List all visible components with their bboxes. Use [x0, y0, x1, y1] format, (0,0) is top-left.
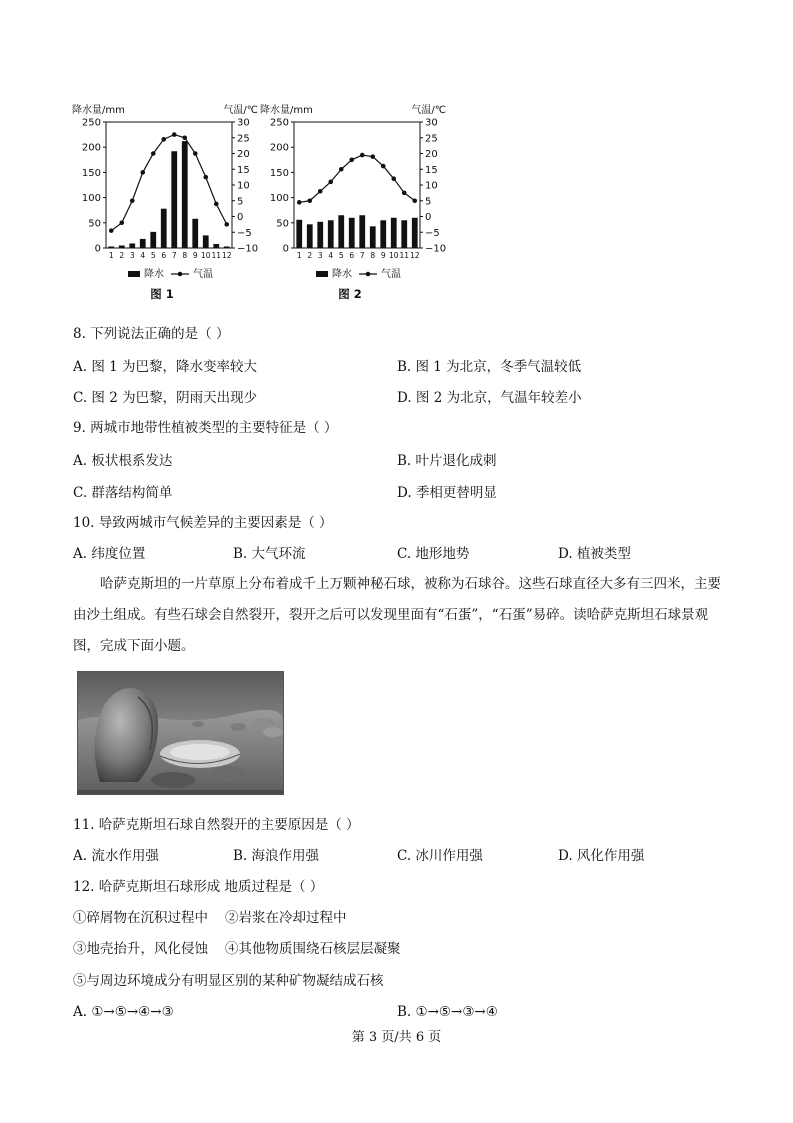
x-tick-label: 2: [307, 251, 313, 260]
y-tick-label: 0: [282, 243, 289, 255]
y2-tick-label: −10: [425, 243, 447, 255]
y-tick-label: 50: [88, 218, 101, 230]
question-8-option-a[interactable]: A. 图 1 为巴黎，降水变率较大: [73, 359, 258, 375]
x-tick-label: 3: [129, 251, 135, 260]
y2-tick-label: 5: [425, 196, 432, 208]
temperature-point: [130, 198, 135, 203]
question-8-option-c[interactable]: C. 图 2 为巴黎，阴雨天出现少: [73, 390, 258, 406]
y2-tick-label: 10: [425, 180, 438, 192]
passage: 哈萨克斯坦的一片草原上分布着成千上万颗神秘石球，被称为石球谷。这些石球直径大多有三四米，主要由沙土组成。有些石球会自然裂开，裂开之后可以发现里面有“石蛋”，“石蛋”易碎。读哈萨克斯坦石球景观图，完成下面小题。: [73, 576, 721, 654]
legend-label-temp: 气温: [381, 269, 401, 280]
x-tick-label: 9: [380, 251, 386, 260]
y2-axis-title: 气温/℃: [223, 105, 258, 116]
x-tick-label: 5: [150, 251, 156, 260]
question-12-option-b[interactable]: B. ①→⑤→③→④: [397, 1004, 498, 1020]
y2-tick-label: 20: [237, 149, 250, 160]
x-tick-label: 2: [119, 251, 125, 260]
y-tick-label: 250: [81, 117, 101, 129]
precip-bar: [224, 246, 230, 248]
precip-bar: [203, 235, 209, 248]
y-tick-label: 0: [94, 243, 101, 255]
legend-line-marker: [178, 272, 183, 277]
temperature-point: [381, 164, 386, 169]
temperature-point: [339, 167, 344, 172]
precip-bar: [119, 245, 125, 248]
x-tick-label: 1: [108, 251, 114, 260]
question-10-option-a[interactable]: A. 纬度位置: [73, 546, 146, 562]
y-axis-title: 降水量/mm: [260, 105, 313, 116]
y2-tick-label: 5: [237, 196, 244, 208]
precip-bar: [328, 220, 334, 248]
legend-label-precip: 降水: [332, 269, 352, 280]
question-11-option-d[interactable]: D. 风化作用强: [558, 848, 645, 864]
question-12-item-3: ③地壳抬升，风化侵蚀: [73, 941, 208, 957]
x-tick-label: 4: [140, 251, 146, 260]
x-tick-label: 8: [182, 251, 188, 260]
x-tick-label: 10: [388, 251, 399, 260]
precip-bar: [171, 151, 177, 248]
y2-tick-label: 25: [425, 133, 438, 145]
climate-chart-1: [70, 100, 260, 300]
precip-bar: [391, 218, 397, 248]
precip-bar: [182, 141, 188, 248]
temperature-point: [391, 176, 396, 181]
temperature-point: [328, 180, 333, 185]
precip-bar: [370, 226, 376, 248]
y2-tick-label: 20: [425, 149, 438, 160]
temperature-point: [224, 222, 229, 227]
y2-tick-label: −5: [425, 227, 440, 239]
temperature-point: [203, 175, 208, 180]
temperature-point: [360, 153, 365, 158]
precip-bar: [359, 215, 365, 248]
stone-ball-photo: [77, 671, 284, 795]
question-8-option-d[interactable]: D. 图 2 为北京，气温年较差小: [397, 390, 582, 406]
x-tick-label: 6: [349, 251, 355, 260]
x-tick-label: 12: [409, 251, 420, 260]
question-12-item-5: ⑤与周边环境成分有明显区别的某种矿物凝结成石核: [73, 973, 384, 989]
question-8-option-b[interactable]: B. 图 1 为北京，冬季气温较低: [397, 359, 582, 375]
temperature-line: [299, 155, 415, 202]
y2-tick-label: 0: [237, 212, 244, 223]
precip-bar: [349, 218, 355, 248]
temperature-point: [318, 189, 323, 194]
question-12-item-4: ④其他物质围绕石核层层凝聚: [225, 941, 401, 957]
chart-caption: 图 2: [338, 287, 362, 300]
y2-tick-label: −5: [237, 227, 252, 239]
legend-bar-swatch: [316, 271, 328, 277]
question-12-stem: 12. 哈萨克斯坦石球形成 地质过程是（ ）: [73, 879, 324, 895]
question-9-option-c[interactable]: C. 群落结构简单: [73, 485, 173, 501]
legend-line-marker: [366, 272, 371, 277]
climate-chart-2: [258, 100, 448, 300]
question-11-option-a[interactable]: A. 流水作用强: [73, 848, 159, 864]
precip-bar: [213, 244, 219, 248]
y2-tick-label: 25: [237, 133, 250, 145]
precip-bar: [296, 220, 302, 248]
question-9-option-d[interactable]: D. 季相更替明显: [397, 485, 497, 501]
y2-axis-title: 气温/℃: [411, 105, 446, 116]
x-tick-label: 9: [192, 251, 198, 260]
temperature-point: [151, 151, 156, 156]
y2-tick-label: 30: [425, 117, 438, 129]
y-axis-title: 降水量/mm: [72, 105, 125, 116]
y-tick-label: 200: [269, 142, 289, 154]
question-10-stem: 10. 导致两城市气候差异的主要因素是（ ）: [73, 515, 333, 531]
plot-frame: [294, 122, 420, 248]
precip-bar: [108, 246, 114, 248]
precip-bar: [338, 215, 344, 248]
x-tick-label: 6: [161, 251, 167, 260]
chart-caption: 图 1: [150, 287, 174, 300]
question-10-option-c[interactable]: C. 地形地势: [397, 546, 470, 562]
temperature-point: [161, 137, 166, 142]
question-12-option-a[interactable]: A. ①→⑤→④→③: [73, 1004, 174, 1020]
question-11-option-c[interactable]: C. 冰川作用强: [397, 848, 483, 864]
temperature-point: [412, 198, 417, 203]
y2-tick-label: 15: [425, 164, 438, 176]
legend-bar-swatch: [128, 271, 140, 277]
y2-tick-label: 10: [237, 180, 250, 192]
y-tick-label: 100: [81, 193, 101, 205]
precip-bar: [412, 218, 418, 248]
x-tick-label: 11: [399, 251, 410, 260]
temperature-line: [111, 135, 227, 231]
temperature-point: [370, 154, 375, 159]
temperature-point: [119, 221, 124, 226]
y2-tick-label: 0: [425, 212, 432, 223]
precip-bar: [317, 222, 323, 248]
temperature-point: [214, 202, 219, 207]
question-9-option-a[interactable]: A. 板状根系发达: [73, 453, 173, 469]
legend-label-temp: 气温: [193, 269, 213, 280]
question-9-option-b[interactable]: B. 叶片退化成刺: [397, 453, 497, 469]
temperature-point: [140, 170, 145, 175]
y-tick-label: 50: [276, 218, 289, 230]
question-12-item-2: ②岩浆在冷却过程中: [225, 910, 347, 926]
question-8-stem: 8. 下列说法正确的是（ ）: [73, 326, 230, 342]
plot-frame: [106, 122, 232, 248]
y-tick-label: 200: [81, 142, 101, 154]
temperature-point: [402, 191, 407, 196]
x-tick-label: 10: [200, 251, 211, 260]
question-10-option-d[interactable]: D. 植被类型: [558, 546, 631, 562]
y2-tick-label: 30: [237, 117, 250, 129]
question-11-stem: 11. 哈萨克斯坦石球自然裂开的主要原因是（ ）: [73, 817, 360, 833]
question-10-option-b[interactable]: B. 大气环流: [233, 546, 306, 562]
x-tick-label: 8: [370, 251, 376, 260]
x-tick-label: 4: [328, 251, 334, 260]
x-tick-label: 7: [359, 251, 365, 260]
question-12-item-1: ①碎屑物在沉积过程中: [73, 910, 208, 926]
precip-bar: [380, 220, 386, 248]
y-tick-label: 150: [269, 167, 289, 179]
x-tick-label: 7: [171, 251, 177, 260]
precip-bar: [140, 239, 146, 248]
precip-bar: [307, 224, 313, 248]
temperature-point: [172, 132, 177, 137]
y-tick-label: 100: [269, 193, 289, 205]
y2-tick-label: −10: [237, 243, 259, 255]
temperature-point: [193, 151, 198, 156]
precip-bar: [401, 220, 407, 248]
precip-bar: [192, 219, 198, 248]
x-tick-label: 3: [317, 251, 323, 260]
temperature-point: [307, 198, 312, 203]
x-tick-label: 12: [221, 251, 232, 260]
temperature-point: [182, 135, 187, 140]
precip-bar: [129, 243, 135, 248]
temperature-point: [109, 228, 114, 233]
x-tick-label: 1: [296, 251, 302, 260]
question-9-stem: 9. 两城市地带性植被类型的主要特征是（ ）: [73, 420, 338, 436]
precip-bar: [150, 232, 156, 248]
question-11-option-b[interactable]: B. 海浪作用强: [233, 848, 320, 864]
x-tick-label: 11: [211, 251, 222, 260]
precip-bar: [161, 209, 167, 248]
y2-tick-label: 15: [237, 164, 250, 176]
temperature-point: [297, 200, 302, 205]
temperature-point: [349, 158, 354, 163]
page-footer: 第 3 页/共 6 页: [351, 1030, 442, 1045]
y-tick-label: 250: [269, 117, 289, 129]
y-tick-label: 150: [81, 167, 101, 179]
x-tick-label: 5: [338, 251, 344, 260]
legend-label-precip: 降水: [144, 269, 164, 280]
